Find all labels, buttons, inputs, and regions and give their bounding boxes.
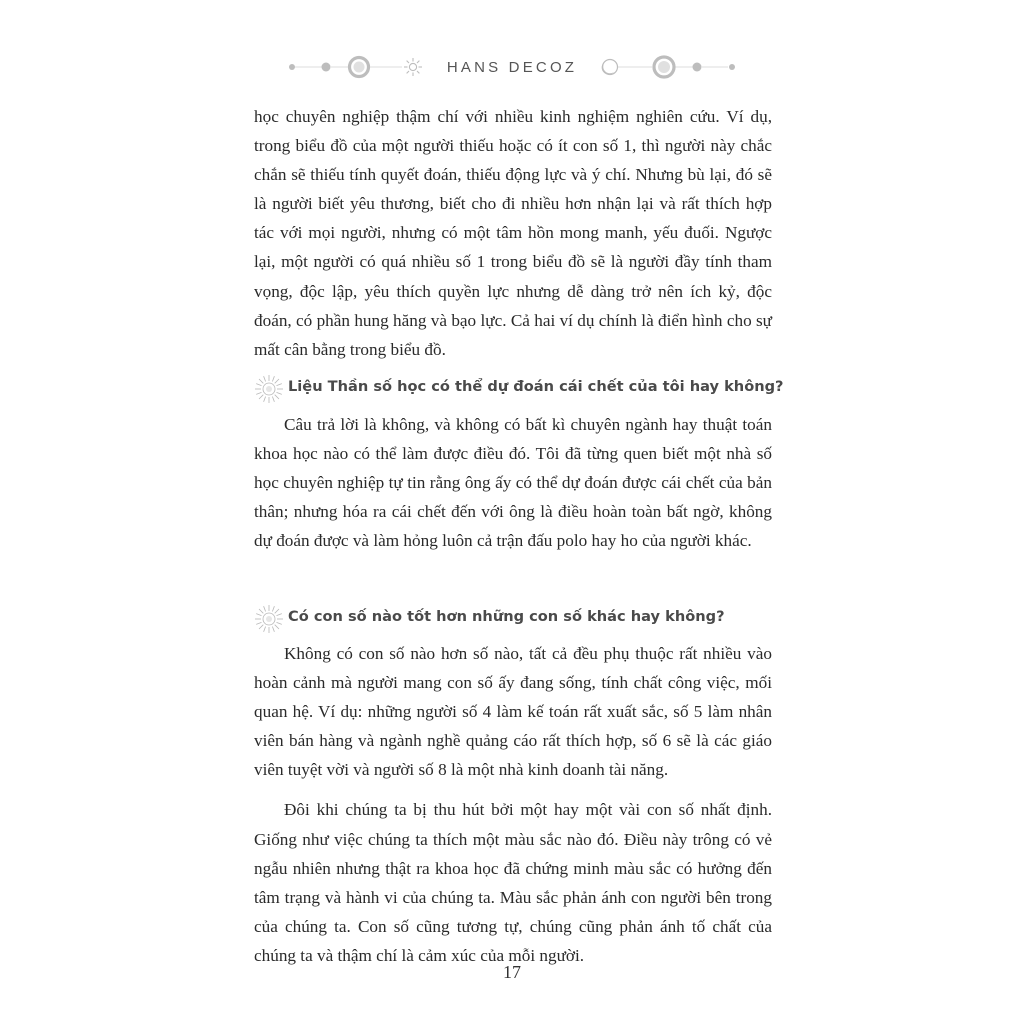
section-heading: [254, 373, 794, 407]
sunburst-icon: [254, 373, 284, 405]
running-header: [0, 44, 1024, 90]
body-text-block: [254, 102, 772, 364]
page-number: 17: [503, 962, 521, 982]
section-heading-text: Liệu Thần số học có thể dự đoán cái chết của tôi hay không?: [288, 378, 784, 395]
body-text-block: [254, 639, 772, 970]
header-title: HANS DECOZ: [446, 59, 578, 76]
paragraph: Không có con số nào hơn số nào, tất cả đều phụ thuộc rất nhiều vào hoàn cảnh mà người mang con số ấy đang sống, tính chất công việc, mối quan hệ. Ví dụ: những người số 4 làm kế toán rất xuất sắc, số 5 làm nhân viên bán hàng và ngành nghề quảng cáo rất thích hợp, số 6 sẽ là các giáo viên tuyệt vời và người số 8 là một nhà kinh doanh tài năng.: [254, 644, 772, 780]
paragraph: Đôi khi chúng ta bị thu hút bởi một hay một vài con số nhất định. Giống như việc chúng ta thích một màu sắc nào đó. Điều này trông có vẻ ngẫu nhiên nhưng thật ra khoa học đã chứng minh màu sắc có hưởng đến tâm trạng và hành vi của chúng ta. Màu sắc phản ánh con người bên trong của chúng ta. Con số cũng tương tự, chúng cũng phản ánh tố chất của chúng ta và thậm chí là cảm xúc của mỗi người.: [254, 800, 772, 965]
section-heading-text: Có con số nào tốt hơn những con số khác hay không?: [288, 608, 725, 625]
sunburst-icon: [254, 603, 284, 635]
section-heading: [254, 603, 794, 637]
body-text-block: [254, 410, 772, 555]
paragraph: học chuyên nghiệp thậm chí với nhiều kinh nghiệm nghiên cứu. Ví dụ, trong biểu đồ của một người thiếu hoặc có ít con số 1, thì người này chắc chắn sẽ thiếu tính quyết đoán, thiếu động lực và ý chí. Nhưng bù lại, đó sẽ là người biết yêu thương, biết cho đi nhiều hơn nhận lại và rất thích hợp tác với mọi người, nhưng có một tâm hồn mong manh, yếu đuối. Ngược lại, một người có quá nhiều số 1 trong biểu đồ sẽ là người đầy tính tham vọng, độc lập, yêu thích quyền lực nhưng dễ dàng trở nên ích kỷ, độc đoán, có phần hung hăng và bạo lực. Cả hai ví dụ chính là điển hình cho sự mất cân bằng trong biểu đồ.: [254, 107, 772, 359]
paragraph: Câu trả lời là không, và không có bất kì chuyên ngành hay thuật toán khoa học nào có thể làm được điều đó. Tôi đã từng quen biết một nhà số học chuyên nghiệp tự tin rằng ông ấy có thể dự đoán được cái chết của bản thân; nhưng hóa ra cái chết đến với ông là điều hoàn toàn bất ngờ, không dự đoán được và làm hỏng luôn cả trận đấu polo hay ho của người khác.: [254, 415, 772, 551]
